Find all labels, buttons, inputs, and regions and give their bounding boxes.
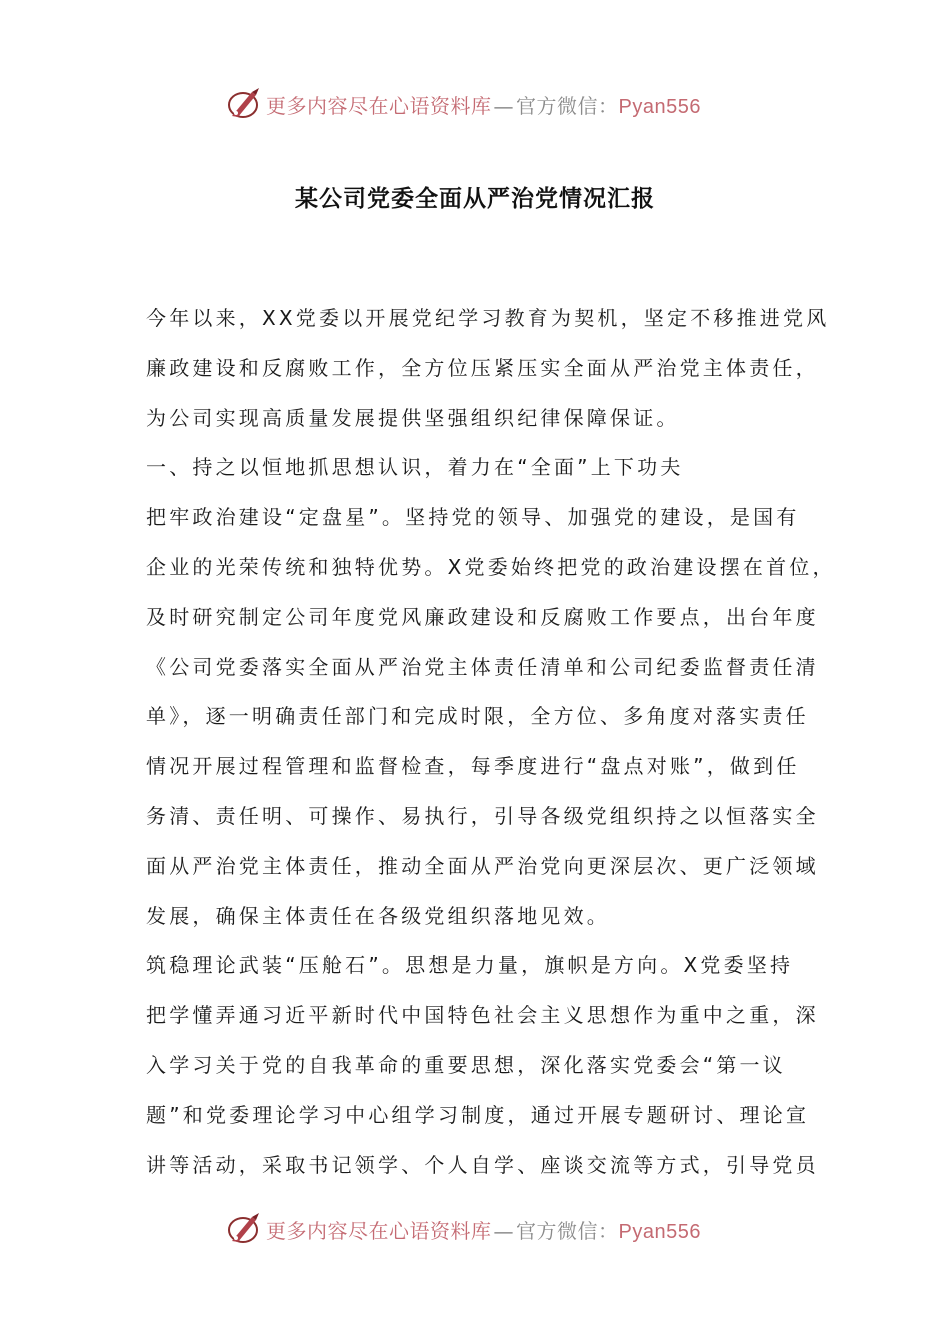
body-line: 讲等活动，采取书记领学、个人自学、座谈交流等方式，引导党员 [146,1152,819,1177]
watermark-text: 更多内容尽在心语资料库 [266,93,492,118]
watermark-dash: — [493,1218,514,1243]
body-line: 企业的光荣传统和独特优势。X党委始终把党的政治建设摆在首位， [146,554,836,579]
watermark-wechat-id: Pyan556 [618,1220,701,1243]
watermark-text: 更多内容尽在心语资料库 [266,1218,492,1243]
body-line: 面从严治党主体责任，推动全面从严治党向更深层次、更广泛领域 [146,853,819,878]
body-line: 为公司实现高质量发展提供坚强组织纪律保障保证。 [146,405,680,430]
footer-watermark [226,1209,701,1249]
watermark-dash: — [493,93,514,118]
watermark-label: 官方微信： [516,1218,619,1243]
body-line: 今年以来，XX党委以开展党纪学习教育为契机，坚定不移推进党风 [146,306,830,330]
body-line: 把牢政治建设“定盘星”。坚持党的领导、加强党的建设，是国有 [146,505,800,530]
body-line: 筑稳理论武装“压舱石”。思想是力量，旗帜是方向。X党委坚持 [146,953,794,978]
body-line: 务清、责任明、可操作、易执行，引导各级党组织持之以恒落实全 [146,803,819,828]
watermark-label: 官方微信： [516,93,619,118]
section-heading: 一、持之以恒地抓思想认识，着力在“全面”上下功夫 [146,455,684,480]
body-line: 题”和党委理论学习中心组学习制度，通过开展专题研讨、理论宣 [146,1102,810,1127]
document-title: 某公司党委全面从严治党情况汇报 [295,185,655,212]
quill-pen-logo-icon [226,86,262,122]
body-line: 情况开展过程管理和监督检查，每季度进行“盘点对账”，做到任 [146,754,800,779]
quill-pen-logo-icon [226,1211,262,1247]
body-line: 《公司党委落实全面从严治党主体责任清单和公司纪委监督责任清 [146,654,819,679]
body-line: 廉政建设和反腐败工作，全方位压紧压实全面从严治党主体责任， [146,355,819,380]
document-body [146,294,836,1190]
watermark-wechat-id: Pyan556 [618,95,701,118]
body-line: 发展，确保主体责任在各级党组织落地见效。 [146,903,610,928]
body-line: 及时研究制定公司年度党风廉政建设和反腐败工作要点，出台年度 [146,604,819,629]
body-line: 入学习关于党的自我革命的重要思想，深化落实党委会“第一议 [146,1052,786,1077]
header-watermark [226,84,701,124]
body-line: 把学懂弄通习近平新时代中国特色社会主义思想作为重中之重，深 [146,1003,819,1028]
body-line: 单》，逐一明确责任部门和完成时限，全方位、多角度对落实责任 [146,704,809,729]
